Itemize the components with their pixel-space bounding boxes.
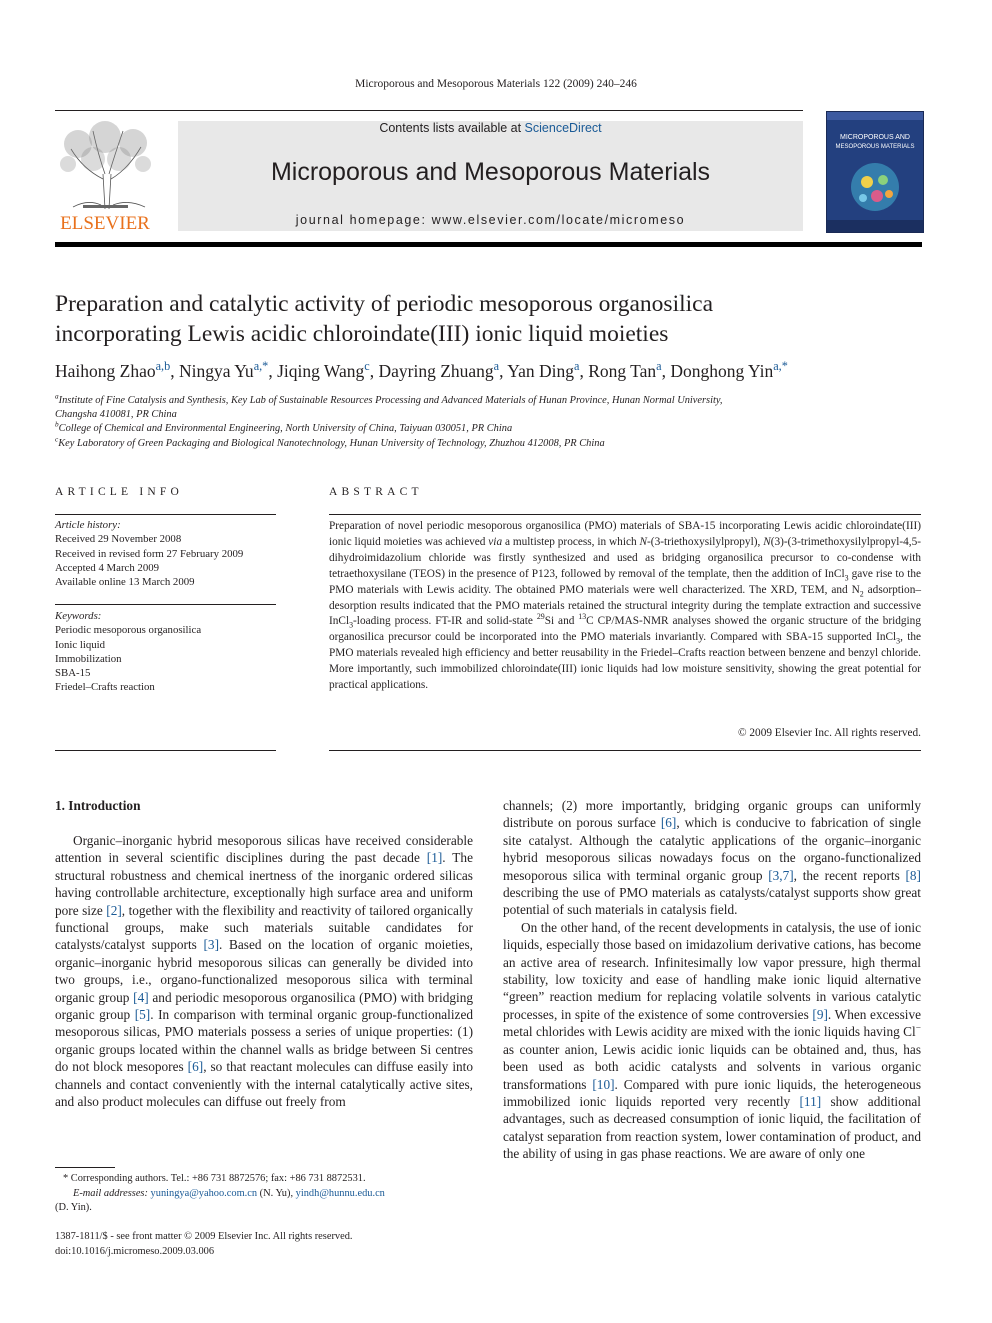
author-affiliation-mark[interactable]: a <box>493 359 500 374</box>
keyword: Immobilization <box>55 652 122 665</box>
title-line-2: incorporating Lewis acidic chloroindate(III) ionic liquid moieties <box>55 321 669 347</box>
author-separator: , <box>499 361 508 381</box>
author-affiliation-mark[interactable]: a,b <box>155 359 171 374</box>
issn-line: 1387-1811/$ - see front matter © 2009 Elsevier Inc. All rights reserved. <box>55 1231 353 1242</box>
body-left-column <box>55 832 473 1111</box>
journal-cover-image <box>826 111 924 233</box>
issn-doi-block <box>55 1230 353 1259</box>
author-affiliation-mark[interactable]: c <box>364 359 370 374</box>
affiliation-text: College of Chemical and Environmental Engineering, North University of China, Taiyuan 030051, PR China <box>58 423 513 434</box>
cover-title-1: MICROPOROUS AND <box>839 134 911 141</box>
corresponding-author-note: * Corresponding authors. Tel.: +86 731 8872576; fax: +86 731 8872531. <box>63 1173 366 1184</box>
cover-title-2: MESOPOROUS MATERIALS <box>835 144 915 150</box>
author-separator: , <box>268 361 278 381</box>
body-paragraph: channels; (2) more importantly, bridging organic groups can uniformly distribute on porous surface [6], which is conducive to fabrication of single site catalyst. Although the catalytic applications of the organic–inorganic hybrid mesoporous silicas nowadays focus on the organo-functionalized mesoporous silica with terminal organic group [3,7], the recent reports [8] describing the use of PMO materials as catalysts/catalyst supports show great potential of such materials in catalysis field. <box>503 798 921 918</box>
history-item: Accepted 4 March 2009 <box>55 561 160 574</box>
article-info-bottom-rule <box>55 750 276 751</box>
citation-link[interactable]: [3] <box>203 937 220 953</box>
citation-link[interactable]: [2] <box>106 902 122 918</box>
citation-link[interactable]: [6] <box>187 1059 204 1075</box>
history-item: Received in revised form 27 February 2009 <box>55 547 244 560</box>
author-affiliation-mark[interactable]: a,* <box>253 359 269 374</box>
abstract-copyright: © 2009 Elsevier Inc. All rights reserved. <box>737 727 921 739</box>
author-separator: , <box>369 361 379 381</box>
history-item: Available online 13 March 2009 <box>55 576 195 589</box>
abstract-rule <box>329 514 921 515</box>
footnote-rule <box>55 1167 115 1168</box>
author-affiliation-mark[interactable]: a <box>656 359 662 374</box>
author-separator: , <box>661 361 671 381</box>
body-paragraph: Organic–inorganic hybrid mesoporous silicas have received considerable attention in several scientific disciplines during the past decade [1]. The structural robustness and chemical inertness of the inorganic ordered silicas having controllable architecture, exceptionally high surface area and uniform pore size [2], together with the flexibility and reactivity of tailored organically functional groups, make such materials suitable candidates for catalysts/catalyst supports [3]. Based on the location of organic moieties, organic–inorganic hybrid mesoporous silicas can generally be divided into two groups, i.e., organo-functionalized mesoporous silica with terminal organic group [4] and periodic mesoporous organosilica (PMO) with bridging organic group [5]. In comparison with terminal organic group-functionalized mesoporous silicas, PMO materials possess a series of unique properties: (1) organic groups located within the channel walls as bridge between Si centres do not block mesopores [6], so that reactant molecules can diffuse easily into channels and contact conveniently with the internal catalytically active sites, and also product molecules can diffuse out freely from <box>55 833 474 1110</box>
author <box>55 361 179 381</box>
citation-link[interactable]: [1] <box>426 850 443 866</box>
article-history <box>55 518 280 589</box>
section-heading-introduction: 1. Introduction <box>55 798 141 813</box>
affiliation-mark: c <box>55 435 59 444</box>
abstract-text: Preparation of novel periodic mesoporous organosilica (PMO) materials of SBA-15 incorporating Lewis acidic chloroindate(III) ionic liquid moieties was achieved via a multistep process, in which N-(3-triethoxysilylpropyl), N(3)-(3-trimethoxysilylpropyl-4,5-dihydroimidazolium chloride was firstly synthesized and used as bridging organosilica precursor to co-condense with tetraethoxysilane (TEOS) in the presence of P123, followed by removal of the template, then the addition of InCl$_3$ gave rise to the PMO materials with Lewis acidity. The obtained PMO materials were well characterized. The XRD, TEM, and $N_2$ adsorption–desorption results indicated that the PMO materials retained the structural integrity during the template extraction and successive InCl$_3$-loading process. FT-IR and solid-state $^{29}$Si and $^{13}$C CP/MAS-NMR analyses showed the organic structure of the bridging organosilica precursor could be incorporated into the PMO materials invariantly. Compared with SBA-15 supported InCl$_3$, the PMO materials revealed high efficiency and better reusability in the Friedel–Crafts reaction between benzene and benzyl chloride. More importantly, such immobilized chloroindate(III) ionic liquids had low moisture sensitivity, showing the great potential for practical applications. <box>329 520 922 692</box>
contents-line <box>178 121 803 135</box>
cover-artwork-icon <box>827 112 923 232</box>
author-affiliation-mark[interactable]: a <box>574 359 580 374</box>
keywords-label: Keywords: <box>55 610 102 622</box>
journal-title: Microporous and Mesoporous Materials <box>270 158 711 186</box>
abstract-bottom-rule <box>329 750 921 751</box>
history-item: Received 29 November 2008 <box>55 533 182 546</box>
doi-line[interactable]: doi:10.1016/j.micromeso.2009.03.006 <box>55 1245 215 1257</box>
keyword: Friedel–Crafts reaction <box>55 681 155 694</box>
author-affiliation-mark[interactable]: a,* <box>773 359 788 374</box>
author-name: Haihong Zhao <box>55 361 156 381</box>
elsevier-logo <box>53 119 158 231</box>
sciencedirect-link[interactable]: ScienceDirect <box>524 121 602 135</box>
affiliation-a <box>55 394 925 422</box>
keywords-block <box>55 609 280 695</box>
history-label: Article history: <box>55 519 121 531</box>
abstract-heading: ABSTRACT <box>329 486 423 498</box>
homepage-url[interactable]: www.elsevier.com/locate/micromeso <box>431 213 686 227</box>
citation-link[interactable]: [6] <box>660 815 677 831</box>
affiliation-b <box>55 422 925 436</box>
email-link[interactable]: yuningya@yahoo.com.cn <box>150 1187 258 1199</box>
top-rule <box>55 110 803 111</box>
journal-citation: Microporous and Mesoporous Materials 122 (2009) 240–246 <box>355 78 637 90</box>
citation-link[interactable]: [4] <box>133 989 149 1005</box>
title-line-1: Preparation and catalytic activity of periodic mesoporous organosilica <box>55 291 714 317</box>
author-name: Dayring Zhuang <box>378 361 494 381</box>
citation-link[interactable]: [8] <box>905 867 921 883</box>
author-name: Rong Tan <box>588 361 657 381</box>
keyword: Periodic mesoporous organosilica <box>55 624 202 637</box>
citation-link[interactable]: [11] <box>799 1093 822 1109</box>
author-separator: , <box>579 361 589 381</box>
homepage-prefix: journal homepage: <box>295 213 432 227</box>
citation-link[interactable]: [10] <box>592 1076 615 1092</box>
elsevier-wordmark: ELSEVIER <box>60 213 150 231</box>
keyword: Ionic liquid <box>55 638 106 651</box>
keywords-rule <box>55 604 276 605</box>
author-name: Donghong Yin <box>670 361 774 381</box>
body-paragraph: On the other hand, of the recent developments in catalysis, the use of ionic liquids, especially those based on imidazolium derivative cations, has become an active area of research. Infinitesimally low vapor pressure, high thermal stability, low toxicity and ease of handling make ionic liquid alternative “green” reaction medium for replacing volatile solvents in various catalytic processes, in spite of the existence of some controversies [9]. When excessive metal chlorides with Lewis acidity are mixed with the ionic liquids having Cl− as counter anion, Lewis acidic ionic liquids can be obtained and, thus, has been used as both acidic catalysts and solvents in various organic transformations [10]. Compared with pure ionic liquids, the heterogeneous immobilized ionic liquids reported very recently [11] show additional advantages, such as decreased consumption of ionic liquid, the facilitation of catalyst separation from reaction system, lower contamination of product, and the ability of using in gas phase reactions. We are aware of only one <box>503 919 922 1162</box>
affiliation-c <box>55 437 925 451</box>
article-info-heading: ARTICLE INFO <box>55 486 183 498</box>
article-title <box>55 289 915 349</box>
email-owner: (D. Yin). <box>55 1202 92 1213</box>
author <box>378 361 507 381</box>
homepage-line <box>178 213 803 227</box>
elsevier-tree-icon <box>53 119 158 231</box>
affiliation-text: Institute of Fine Catalysis and Synthesis, Key Lab of Sustainable Resources Processing and Advanced Materials of Hunan Province, Hunan Normal University, <box>58 395 723 406</box>
author-name: Ningya Yu <box>178 361 254 381</box>
author <box>670 361 788 381</box>
author-list <box>55 361 935 382</box>
article-info-rule <box>55 514 276 515</box>
footnotes <box>55 1172 473 1216</box>
affiliation-mark: b <box>55 420 59 429</box>
email-note <box>55 1187 473 1202</box>
header-thick-rule <box>55 242 922 247</box>
affiliation-mark: a <box>55 392 59 401</box>
email-link[interactable]: yindh@hunnu.edu.cn <box>295 1187 385 1199</box>
author-name: Yan Ding <box>507 361 574 381</box>
author-separator: , <box>170 361 179 381</box>
affiliation-text: Key Laboratory of Green Packaging and Biological Nanotechnology, Hunan University of Technology, Zhuzhou 412008, PR China <box>58 438 605 449</box>
contents-prefix: Contents lists available at <box>379 121 525 135</box>
author <box>507 361 588 381</box>
citation-link[interactable]: [3,7] <box>768 867 794 883</box>
author <box>179 361 277 381</box>
email-label: E-mail addresses: <box>73 1187 148 1199</box>
author <box>588 361 670 381</box>
author <box>277 361 378 381</box>
author-name: Jiqing Wang <box>277 361 365 381</box>
body-right-column <box>503 797 921 1163</box>
affiliation-text-cont: Changsha 410081, PR China <box>55 409 177 420</box>
keyword: SBA-15 <box>55 667 91 680</box>
citation-link[interactable]: [5] <box>134 1007 151 1023</box>
citation-link[interactable]: [9] <box>812 1006 828 1022</box>
email-owner: (N. Yu), <box>257 1187 296 1199</box>
